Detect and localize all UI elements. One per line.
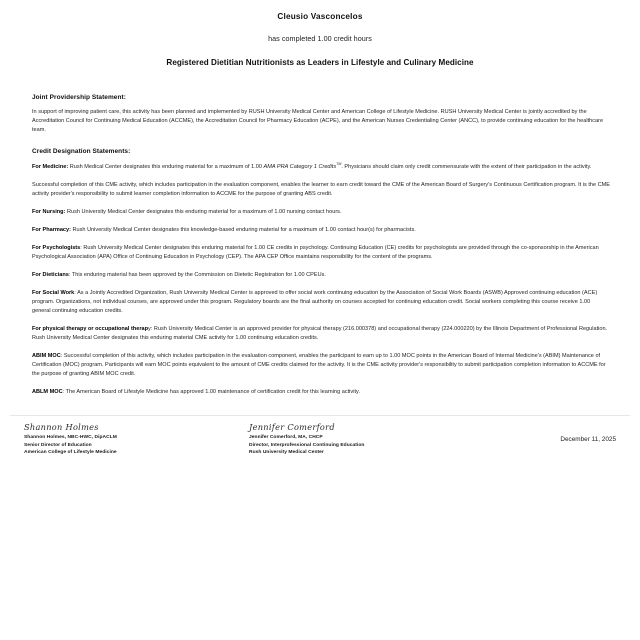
nursing-text: Rush University Medical Center designates this enduring material for a maximum of 1.00 nursing contact hours. xyxy=(65,208,342,215)
signature-left-organization: American College of Lifestyle Medicine xyxy=(24,450,117,456)
credit-statement-abim-moc xyxy=(32,352,610,379)
credit-statement-psychologists xyxy=(32,244,610,262)
psychologists-text: : Rush University Medical Center designates this enduring material for 1.00 CE credits in psychology. Continuing Education (CE) credits for psychologists are provided through the co-sponsorship in the American Psychological Association (APA) Office of Continuing Education in Psychology (CEP). The APA CEP Office maintains responsibility for the content of the programs. xyxy=(32,244,599,260)
medicine-lead-label: For Medicine: xyxy=(32,163,69,170)
certificate-body xyxy=(0,94,640,397)
credit-statement-pharmacy xyxy=(32,226,610,235)
joint-providership-heading: Joint Providership Statement: xyxy=(32,94,126,102)
signature-left-handwriting: Shannon Holmes xyxy=(24,421,99,432)
signature-right-title: Director, Interprofessional Continuing Education xyxy=(249,442,365,448)
signature-right-handwriting: Jennifer Comerford xyxy=(249,421,335,432)
credit-statement-physical-therapy xyxy=(32,325,610,343)
credit-statement-abs: Successful completion of this CME activity, which includes participation in the evaluation component, enables the learner to earn credit toward the CME of the American Board of Surgery's Continuous Certification program. It is the CME activity provider's responsibility to submit learner completion information to ACCME for the purpose of granting ABS credit. xyxy=(32,181,610,197)
pharmacy-text: Rush University Medical Center designates this knowledge-based enduring material for a maximum of 1.00 contact hour(s) for pharmacists. xyxy=(70,226,416,233)
joint-providership-paragraph: In support of improving patient care, this activity has been planned and implemented by RUSH University Medical Center and American College of Lifestyle Medicine. RUSH University Medical Center is jointly accredited by the Accreditation Council for Continuing Medical Education (ACCME), the Accreditation Council for Pharmacy Education (ACPE), and the American Nurses Credentialing Center (ANCC), to provide continuing education for the healthcare team. xyxy=(32,109,604,133)
abim-moc-text: : Successful completion of this activity, which includes participation in the evaluation component, enables the participant to earn up to 1.00 MOC points in the American Board of Internal Medicine's (ABIM) Maintenance of Certification (MOC) program. Participants will earn MOC points equivalent to the amount of CME credits claimed for the activity. It is the CME activity provider's responsibility to submit participation completion information to ACCME for the purpose of granting ABIM MOC credit. xyxy=(32,352,606,377)
medicine-text-before: Rush Medical Center designates this enduring material for a maximum of 1.00 xyxy=(68,163,264,170)
activity-title: Registered Dietitian Nutritionists as Leaders in Lifestyle and Culinary Medicine xyxy=(166,58,474,68)
trademark-superscript: TM xyxy=(336,161,342,166)
pharmacy-lead-label: For Pharmacy: xyxy=(32,226,71,233)
credit-statement-ablm-moc xyxy=(32,388,610,397)
medicine-credit-type: AMA PRA Category 1 Credits xyxy=(263,163,337,170)
ablm-moc-text: : The American Board of Lifestyle Medicine has approved 1.00 maintenance of certification credit for this learning activity. xyxy=(62,388,360,395)
credit-statement-medicine xyxy=(32,162,610,172)
credit-statement-dieticians xyxy=(32,271,610,280)
completion-statement: has completed 1.00 credit hours xyxy=(268,34,372,44)
dieticians-lead-label: For Dieticians xyxy=(32,271,69,278)
signature-block xyxy=(0,416,640,457)
psychologists-lead-label: For Psychologists xyxy=(32,244,81,251)
social-work-lead-label: For Social Work xyxy=(32,289,75,296)
issue-date: December 11, 2025 xyxy=(560,435,616,443)
certificate-header xyxy=(0,0,640,67)
signature-right xyxy=(249,422,444,457)
signature-left xyxy=(24,422,219,457)
signature-right-name: Jennifer Comerford, MA, CHCP xyxy=(249,435,323,441)
medicine-text-after: . Physicians should claim only credit commensurate with the extent of their participation in the activity. xyxy=(341,163,592,170)
nursing-lead-label: For Nursing: xyxy=(32,208,66,215)
signature-left-name: Shannon Holmes, NBC-HWC, DipACLM xyxy=(24,435,117,441)
credit-designation-heading: Credit Designation Statements: xyxy=(32,147,131,155)
dieticians-text: : This enduring material has been approved by the Commission on Dietetic Registration for 1.00 CPEUs. xyxy=(68,271,326,278)
recipient-name: Cleusio Vasconcelos xyxy=(277,12,363,21)
credit-statement-nursing xyxy=(32,208,610,217)
ablm-moc-lead-label: ABLM MOC xyxy=(32,388,63,395)
signature-left-title: Senior Director of Education xyxy=(24,442,92,448)
physical-therapy-text: y: Rush University Medical Center is an approved provider for physical therapy (216.000378) and occupational therapy (224.000220) by the Illinois Department of Professional Regulation. Rush University Medical Center designates this enduring material CME activity for 1.00 continuing education credits. xyxy=(32,325,608,341)
signature-right-organization: Rush University Medical Center xyxy=(249,450,324,456)
physical-therapy-lead-label: For physical therapy or occupational therap xyxy=(32,325,149,332)
abim-moc-lead-label: ABIM MOC xyxy=(32,352,61,359)
social-work-text: : As a Jointly Accredited Organization, Rush University Medical Center is approved to offer social work continuing education by the Association of Social Work Boards (ASWB) Approved continuing education (ACE) program. Organizations, not individual courses, are approved under this program. Regulatory boards are the final authority on courses accepted for continuing education credit. Social workers completing this course receive 1.00 general continuing education credits. xyxy=(32,289,598,314)
credit-statement-social-work xyxy=(32,289,610,316)
